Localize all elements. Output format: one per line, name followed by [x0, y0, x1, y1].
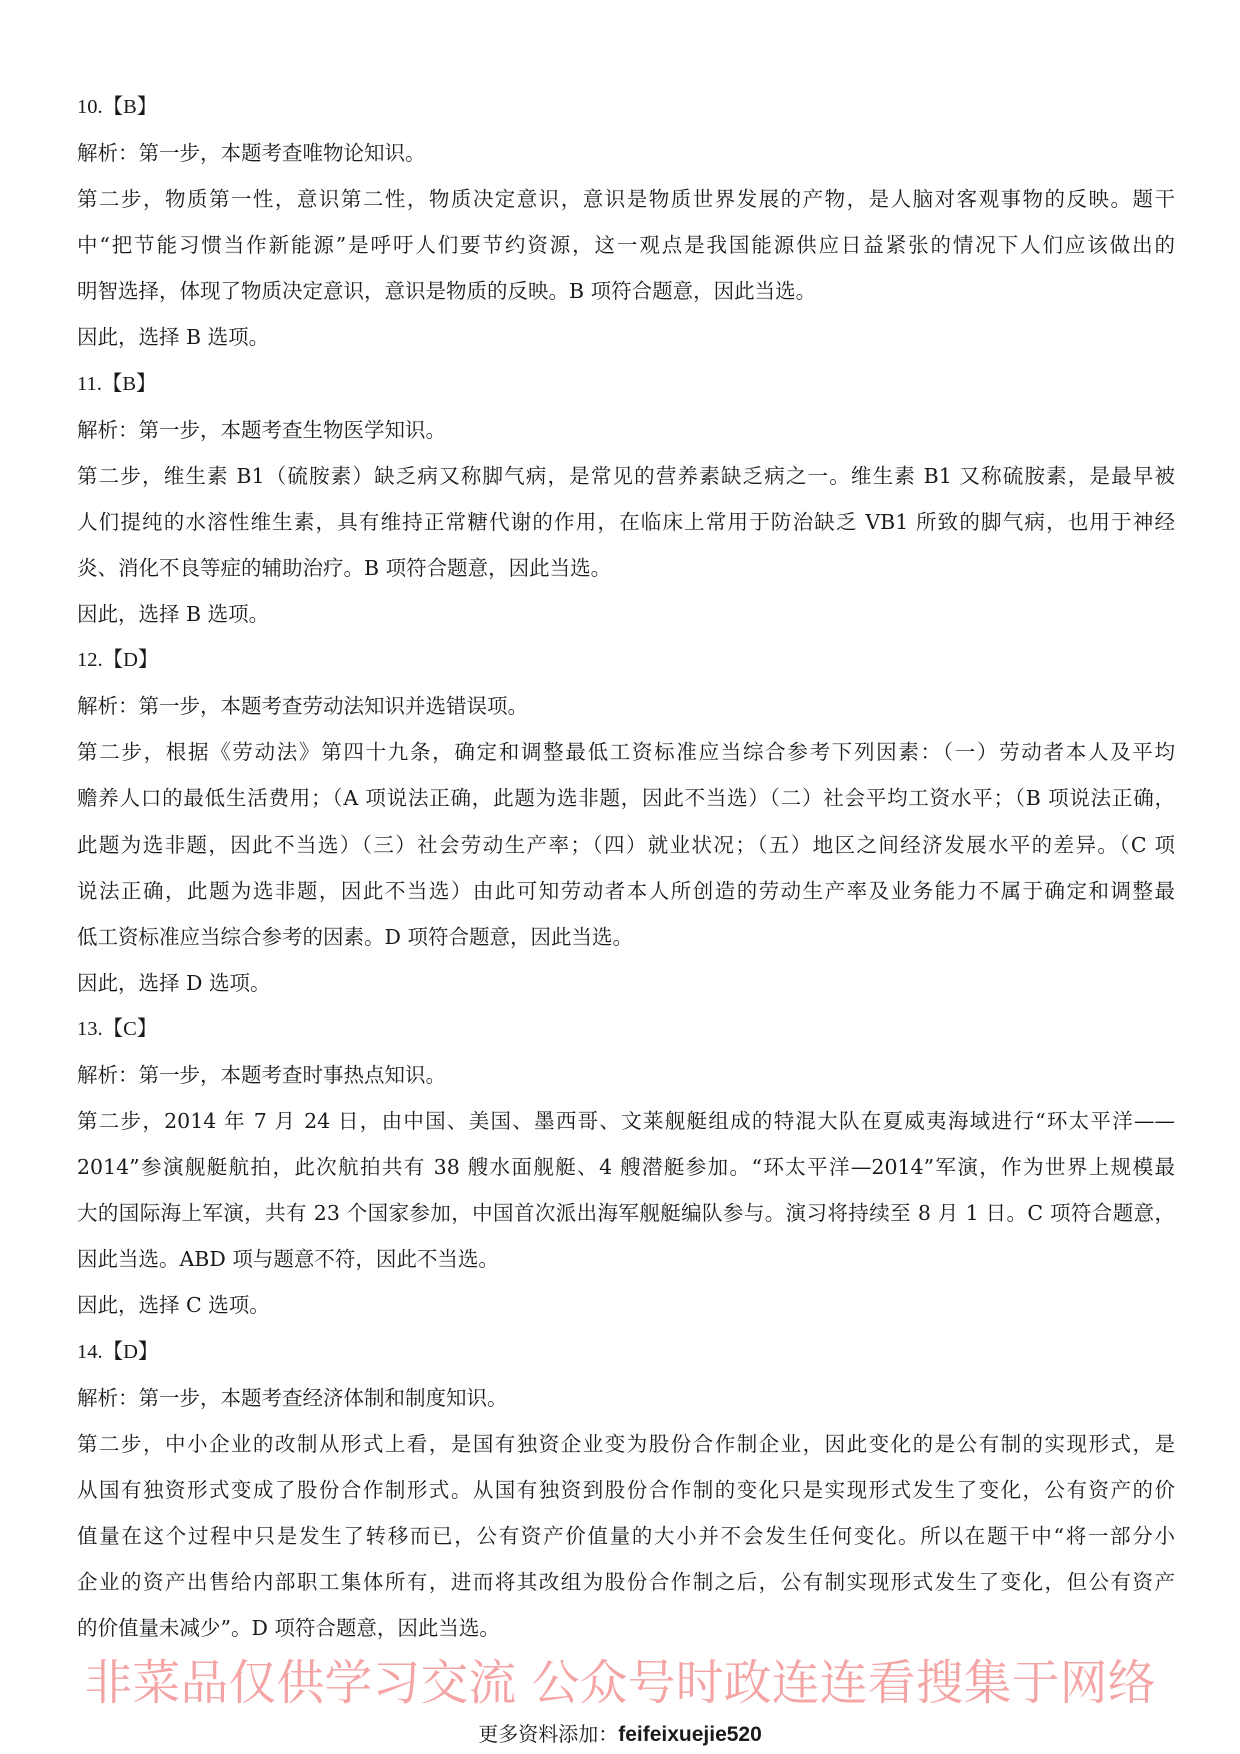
footer-label: 更多资料添加： [478, 1722, 619, 1746]
answer-explanations [77, 84, 1175, 1651]
question-answer-heading: 10.【B】 [77, 96, 158, 118]
question-answer-heading: 14.【D】 [77, 1340, 159, 1363]
text-line: 解析：第一步，本题考查经济体制和制度知识。 [77, 1385, 508, 1410]
text-line: 的价值量未减少”。D 项符合题意，因此当选。 [77, 1616, 500, 1641]
text-line: 说法正确，此题为选非题，因此不当选）由此可知劳动者本人所创造的劳动生产率及业务能力不属于确定和调整最 [77, 878, 1175, 903]
text-line: 从国有独资形式变成了股份合作制形式。从国有独资到股份合作制的变化只是实现形式发生了变化，公有资产的价 [77, 1477, 1175, 1502]
text-line: 解析：第一步，本题考查劳动法知识并选错误项。 [77, 694, 528, 719]
question-answer-heading: 11.【B】 [77, 372, 157, 395]
text-line: 人们提纯的水溶性维生素，具有维持正常糖代谢的作用，在临床上常用于防治缺乏 VB1 所致的脚气病，也用于神经 [77, 509, 1175, 534]
text-line: 解析：第一步，本题考查生物医学知识。 [77, 417, 446, 442]
text-line: 因此，选择 D 选项。 [77, 970, 271, 995]
question-answer-heading: 12.【D】 [77, 649, 159, 672]
question-answer-heading: 13.【C】 [77, 1017, 158, 1040]
text-line: 第二步，2014 年 7 月 24 日，由中国、美国、墨西哥、文莱舰艇组成的特混大队在夏威夷海域进行“环太平洋—— [77, 1109, 1175, 1134]
text-line: 低工资标准应当综合参考的因素。D 项符合题意，因此当选。 [77, 924, 633, 949]
text-line: 第二步，维生素 B1（硫胺素）缺乏病又称脚气病，是常见的营养素缺乏病之一。维生素 B1 又称硫胺素，是最早被 [77, 463, 1175, 488]
text-line: 因此，选择 B 选项。 [77, 325, 270, 350]
text-line: 因此当选。ABD 项与题意不符，因此不当选。 [77, 1247, 499, 1272]
text-line: 值量在这个过程中只是发生了转移而已，公有资产价值量的大小并不会发生任何变化。所以在题干中“将一部分小 [77, 1523, 1175, 1548]
watermark: 非菜品仅供学习交流 公众号时政连连看搜集于网络 [84, 1655, 1156, 1711]
footer [0, 1720, 1240, 1749]
text-line: 此题为选非题，因此不当选）（三）社会劳动生产率；（四）就业状况；（五）地区之间经济发展水平的差异。（C 项 [77, 832, 1175, 857]
text-line: 第二步，物质第一性，意识第二性，物质决定意识，意识是物质世界发展的产物，是人脑对客观事物的反映。题干 [77, 187, 1175, 212]
text-line: 第二步，根据《劳动法》第四十九条，确定和调整最低工资标准应当综合参考下列因素：（一）劳动者本人及平均 [77, 740, 1175, 765]
text-line: 赡养人口的最低生活费用；（A 项说法正确，此题为选非题，因此不当选）（二）社会平均工资水平；（B 项说法正确， [77, 786, 1175, 811]
footer-contact-id: feifeixuejie520 [618, 1723, 762, 1746]
text-line: 炎、消化不良等症的辅助治疗。B 项符合题意，因此当选。 [77, 555, 612, 580]
text-line: 企业的资产出售给内部职工集体所有，进而将其改组为股份合作制之后，公有制实现形式发生了变化，但公有资产 [77, 1570, 1175, 1594]
text-line: 大的国际海上军演，共有 23 个国家参加，中国首次派出海军舰艇编队参与。演习将持续至 8 月 1 日。C 项符合题意， [77, 1201, 1175, 1226]
text-line: 解析：第一步，本题考查唯物论知识。 [77, 141, 426, 166]
text-line: 解析：第一步，本题考查时事热点知识。 [77, 1062, 446, 1087]
text-line: 2014”参演舰艇航拍，此次航拍共有 38 艘水面舰艇、4 艘潜艇参加。“环太平洋—2014”军演，作为世界上规模最 [77, 1155, 1175, 1180]
text-line: 因此，选择 C 选项。 [77, 1293, 270, 1318]
text-line: 第二步，中小企业的改制从形式上看，是国有独资企业变为股份合作制企业，因此变化的是公有制的实现形式，是 [77, 1431, 1175, 1456]
text-line: 因此，选择 B 选项。 [77, 602, 270, 627]
text-line: 中“把节能习惯当作新能源”是呼吁人们要节约资源，这一观点是我国能源供应日益紧张的情况下人们应该做出的 [77, 233, 1175, 258]
text-line: 明智选择，体现了物质决定意识，意识是物质的反映。B 项符合题意，因此当选。 [77, 279, 817, 304]
